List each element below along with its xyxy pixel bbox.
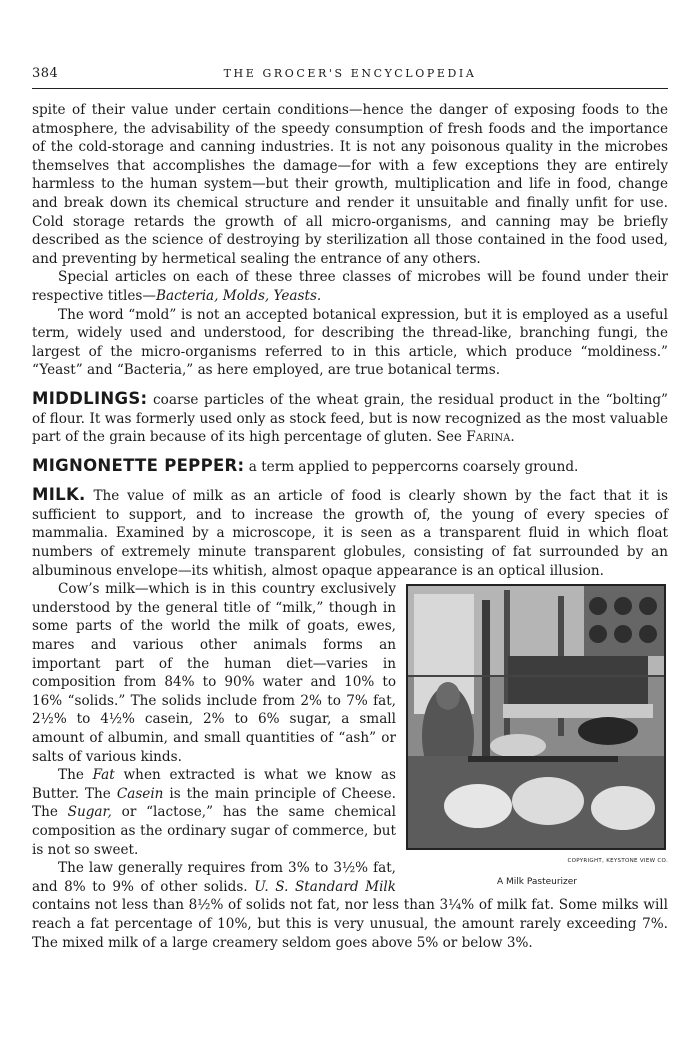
figure-milk-pasteurizer <box>406 584 668 891</box>
cross-reference-lead: Special articles on each of these three classes of microbes will be found under their respective titles— <box>32 269 668 304</box>
milk-p4-text-a: The law generally requires from 3% to 3½% fat, and 8% to 9% of other solids. <box>32 860 396 895</box>
continued-paragraph-2 <box>32 268 668 305</box>
continued-paragraph: spite of their value under certain conditions—hence the danger of exposing foods to the atmosphere, the advisability of the speedy consumption of fresh foods and the importance of the cold-storage and canning industries. It is not any poisonous quality in the microbes themselves that accomplishes the damage—for with a few exceptions they are entirely harmless to the human system—but their growth, multiplication and life in food, change and break down its chemical structure and render it unsuitable and finally unfit for use. Cold storage retards the growth of all micro-organisms, and canning may be briefly described as the science of destroying by sterilization all those contained in the food used, and preventing by hermetical sealing the entrance of any others. <box>32 102 668 267</box>
see-reference-farina: Farina. <box>466 429 515 446</box>
page-header <box>32 66 668 89</box>
milk-paragraph-3: The Fat when extracted is what we know as Butter. The Casein is the main principle of Cheese. The Sugar, or “lactose,” has the same chemical composition as the ordinary sugar of commerce, but is not so sweet. <box>32 767 396 858</box>
continued-paragraph-3: The word “mold” is not an accepted botanical expression, but it is employed as a useful term, widely used and understood, for describing the thread-like, branching fungi, the largest of the micro-organisms referred to in this article, which produce “moldiness.” “Yeast” and “Bacteria,” as here employed, are true botanical terms. <box>32 306 668 379</box>
entry-middlings <box>32 390 668 447</box>
milk-p3-text-b: is the main principle of Cheese. The <box>32 785 396 821</box>
term-us-standard-milk: U. S. Standard Milk <box>254 878 396 895</box>
photo-copyright: COPYRIGHT, KEYSTONE VIEW CO. <box>567 858 668 865</box>
entry-text-milk: The value of milk as an article of food is clearly shown by the fact that it is sufficient to support, and to increase the growth of, the young of every species of mammalia. Examined by a microscope, it is seen as a transparent fluid in which float numbers of extremely minute transparent globules, consisting of fat surrounded by an albuminous envelope—its whitish, almost opaque appearance is an optical illusion. <box>32 488 668 579</box>
entry-text-middlings: coarse particles of the wheat grain, the residual product in the “bolting” of flour. It was formerly used only as stock feed, but is now recognized as the most valuable part of the grain because of its high percentage of gluten. See <box>32 391 668 446</box>
running-title: THE GROCER'S ENCYCLOPEDIA <box>223 67 477 80</box>
milk-p4-text-b: contains not less than 8½% of solids not fat, nor less than 3¼% of milk fat. Some milks will reach a fat percentage of 10%, but this is very unusual, the amount rarely exceeding 7%. The mixed milk of a large creamery seldom goes above 5% or below 3%. <box>32 897 668 951</box>
milk-paragraph-2: Cow’s milk—which is in this country exclusively understood by the general title of “milk,” though in some parts of the world the milk of goats, ewes, mares and various other animals forms an important part of the human diet—varies in composition from 84% to 90% water and 10% to 16% “solids.” The solids include from 2% to 7% fat, 2½% to 4½% casein, 2% to 6% sugar, a small amount of albumin, and small quantities of “ash” or salts of various kinds. <box>32 581 396 765</box>
cross-reference-titles: Bacteria, Molds, Yeasts. <box>155 287 322 304</box>
milk-p3-text-a: when extracted is what we know as Butter. The <box>32 767 396 802</box>
body-text <box>32 101 668 952</box>
term-sugar: Sugar, <box>67 804 112 821</box>
entry-text-mignonette-pepper: a term applied to peppercorns coarsely ground. <box>244 458 579 475</box>
milk-pasteurizer-photo <box>406 584 666 850</box>
entry-milk <box>32 486 668 580</box>
milk-p3-text-c: or “lactose,” has the same chemical composition as the ordinary sugar of commerce, but is not so sweet. <box>32 804 396 858</box>
term-fat: Fat <box>92 767 115 784</box>
page-number: 384 <box>32 66 59 81</box>
entry-term-middlings: MIDDLINGS: <box>32 388 148 408</box>
term-casein: Casein <box>116 785 164 802</box>
entry-term-milk: MILK. <box>32 485 86 505</box>
entry-mignonette-pepper <box>32 457 668 477</box>
figure-caption: A Milk Pasteurizer <box>496 876 577 887</box>
entry-term-mignonette-pepper: MIGNONETTE PEPPER: <box>32 455 245 475</box>
